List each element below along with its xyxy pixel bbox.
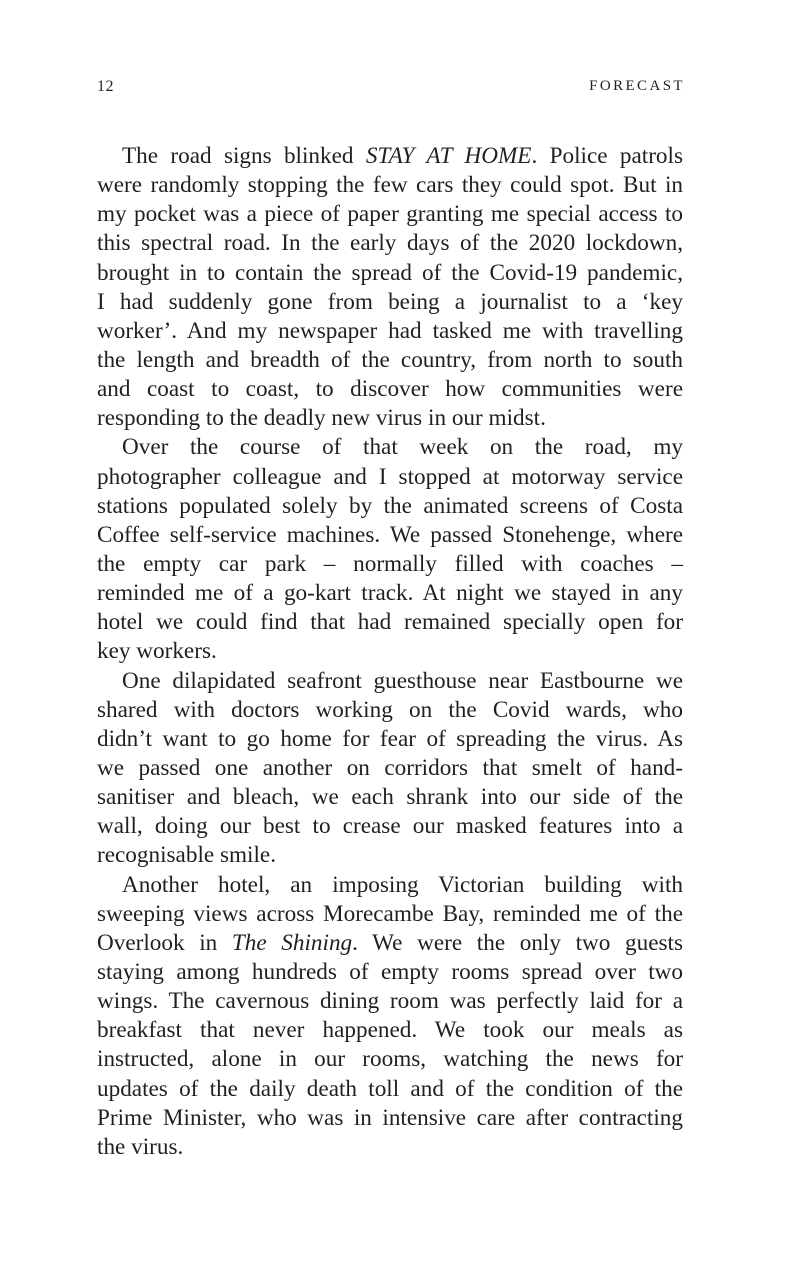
text-run: breakfast that never happened. We took our meals as — [97, 1017, 683, 1044]
text-run: were randomly stopping the few cars they could spot. But in — [97, 172, 683, 199]
text-line — [97, 1016, 683, 1045]
text-line — [97, 754, 683, 783]
text-run: Over the course of that week on the road, my — [122, 434, 683, 461]
text-line — [97, 229, 683, 258]
text-run: One dilapidated seafront guesthouse near Eastbourne we — [122, 667, 683, 694]
text-run: staying among hundreds of empty rooms spread over two — [97, 958, 683, 985]
text-line — [97, 841, 683, 870]
text-run: Coffee self-service machines. We passed Stonehenge, where — [97, 521, 683, 548]
text-line — [97, 346, 683, 375]
text-run: the length and breadth of the country, from north to south — [97, 346, 683, 373]
text-line — [97, 317, 683, 346]
text-line — [97, 987, 683, 1016]
text-line — [97, 696, 683, 725]
text-run: shared with doctors working on the Covid wards, who — [97, 696, 683, 723]
text-line — [97, 171, 683, 200]
page-header — [97, 78, 683, 100]
text-line — [97, 900, 683, 929]
text-line — [97, 783, 683, 812]
text-run: photographer colleague and I stopped at motorway service — [97, 463, 683, 490]
italic-text-run: The Shining — [231, 929, 353, 956]
text-run: worker’. And my newspaper had tasked me with travelling — [97, 317, 683, 344]
page-number: 12 — [97, 78, 114, 95]
text-run: the virus. — [97, 1133, 184, 1160]
text-run: wings. The cavernous dining room was perfectly laid for a — [97, 988, 683, 1015]
text-run: key workers. — [97, 638, 217, 665]
body-text — [97, 142, 683, 1162]
text-run: Overlook in — [97, 929, 232, 956]
text-run: Prime Minister, who was in intensive care after contracting — [97, 1104, 683, 1131]
text-line — [97, 433, 683, 462]
text-line — [97, 1075, 683, 1104]
text-line — [97, 288, 683, 317]
text-run: . Police patrols — [531, 143, 683, 169]
text-line — [97, 725, 683, 754]
text-run: The road signs blinked — [122, 143, 366, 169]
text-run: reminded me of a go-kart track. At night we stayed in any — [97, 580, 683, 607]
text-line — [97, 142, 683, 171]
text-line — [97, 637, 683, 666]
text-run: hotel we could find that had remained specially open for — [97, 609, 683, 636]
text-line — [97, 375, 683, 404]
text-run: responding to the deadly new virus in our midst. — [97, 405, 546, 432]
text-line — [97, 1133, 683, 1162]
text-line — [97, 1045, 683, 1074]
text-line — [97, 929, 683, 958]
text-line — [97, 1104, 683, 1133]
text-run: and coast to coast, to discover how communities were — [97, 376, 683, 403]
text-run: updates of the daily death toll and of the condition of the — [97, 1075, 683, 1102]
text-run: I had suddenly gone from being a journalist to a ‘key — [97, 288, 683, 315]
text-line — [97, 812, 683, 841]
text-line — [97, 550, 683, 579]
text-run: recognisable smile. — [97, 842, 277, 869]
text-line — [97, 608, 683, 637]
text-run: . We were the only two guests — [352, 929, 683, 956]
text-line — [97, 958, 683, 987]
text-run: sanitiser and bleach, we each shrank into our side of the — [97, 784, 683, 811]
text-line — [97, 463, 683, 492]
text-line — [97, 259, 683, 288]
text-run: my pocket was a piece of paper granting me special access to — [97, 201, 683, 228]
paragraph — [97, 667, 683, 871]
text-run: stations populated solely by the animated screens of Costa — [97, 492, 683, 519]
text-line — [97, 404, 683, 433]
text-line — [97, 200, 683, 229]
paragraph — [97, 433, 683, 666]
text-run: didn’t want to go home for fear of spreading the virus. As — [97, 725, 683, 752]
paragraph — [97, 871, 683, 1162]
text-run: Another hotel, an imposing Victorian building with — [122, 871, 683, 898]
text-run: sweeping views across Morecambe Bay, reminded me of the — [97, 900, 683, 927]
text-run: the empty car park – normally filled with coaches – — [97, 550, 683, 577]
text-line — [97, 521, 683, 550]
text-line — [97, 579, 683, 608]
running-head: FORECAST — [589, 78, 685, 94]
paragraph — [97, 142, 683, 433]
text-line — [97, 871, 683, 900]
text-line — [97, 492, 683, 521]
text-run: wall, doing our best to crease our masked features into a — [97, 813, 683, 840]
text-run: instructed, alone in our rooms, watching the news for — [97, 1046, 683, 1073]
italic-text-run: STAY AT HOME — [365, 143, 532, 169]
text-run: brought in to contain the spread of the Covid-19 pandemic, — [97, 259, 683, 286]
text-run: this spectral road. In the early days of the 2020 lockdown, — [97, 230, 683, 257]
text-run: we passed one another on corridors that smelt of hand- — [97, 754, 683, 781]
text-line — [97, 667, 683, 696]
